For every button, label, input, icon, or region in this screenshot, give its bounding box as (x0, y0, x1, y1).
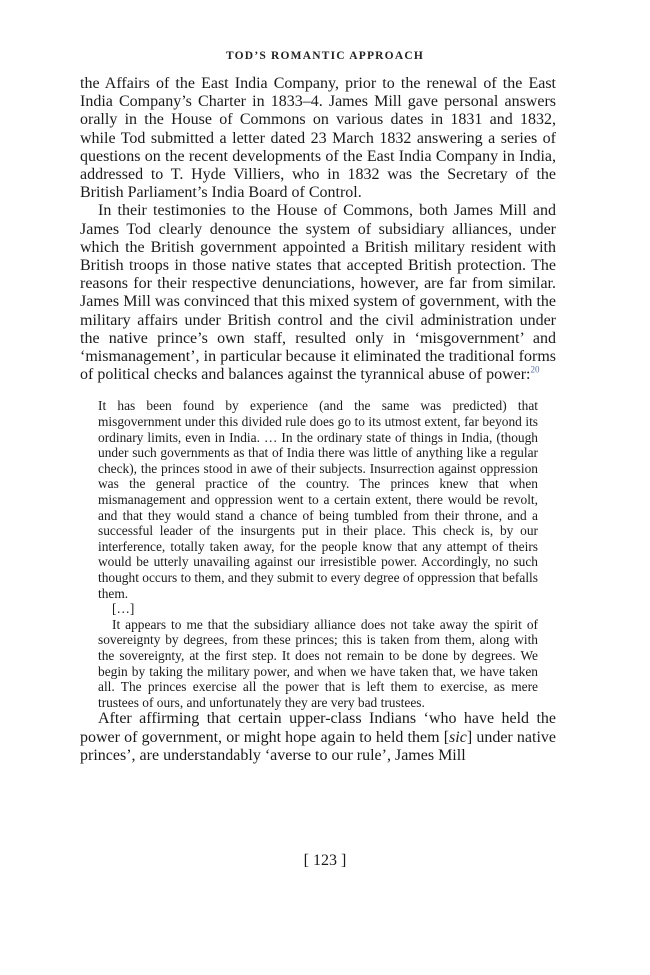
paragraph-3-before: After affirming that certain upper-class Indians ‘who have held the power of government, or might hope again to held them [ (80, 710, 556, 746)
body-text (80, 75, 556, 765)
quote-ellipsis: […] (112, 601, 135, 617)
paragraph-2 (80, 202, 556, 384)
quote-part-1: It has been found by experience (and the same was predicted) that misgovernment under this divided rule does go to its utmost extent, far beyond its ordinary limits, even in India. … In the ordinary state of things in India, (though under such governments as that of India there was little of anything like a regular check), the princes stood in awe of their subjects. Insurrection against oppression was the general practice of the country. The princes knew that when mismanagement and oppression went to a certain extent, there would be revolt, and that they would stand a chance of being tumbled from their throne, and a successful leader of the insurgents put in their place. This check is, by our interference, totally taken away, for the people know that any attempt of theirs would be utterly unavailing against our irresistible power. Accordingly, no such thought occurs to them, and they submit to every degree of oppression that befalls them. (98, 398, 538, 601)
sic-italic: sic (449, 728, 467, 746)
footnote-reference[interactable]: 20 (530, 364, 540, 375)
page-number: [ 123 ] (303, 852, 347, 869)
paragraph-3 (80, 710, 556, 765)
quote-part-2: It appears to me that the subsidiary alliance does not take away the spirit of sovereignty by degrees, from these princes; this is taken from them, along with the sovereignty, at the first step. It does not remain to be done by degrees. We begin by taking the military power, and when we have taken that, we have taken all. The princes exercise all the power that is left them to exercise, as mere trustees of ours, and unfortunately they are very bad trustees. (98, 616, 538, 710)
running-head: TOD’S ROMANTIC APPROACH (226, 50, 424, 62)
paragraph-3-after: ] under native princes’, are understandably ‘averse to our rule’, James Mill (80, 728, 556, 764)
paragraph-2-text: In their testimonies to the House of Commons, both James Mill and James Tod clearly denounce the system of subsidiary alliances, under which the British government appointed a British military resident with British troops in those native states that accepted British protection. The reasons for their respective denunciations, however, are far from similar. James Mill was convinced that this mixed system of government, with the military affairs under British control and the civil administration under the native prince’s own staff, resulted only in ‘misgovernment’ and ‘mismanagement’, in particular because it eliminated the traditional forms of political checks and balances against the tyrannical abuse of power: (80, 202, 556, 384)
block-quote (98, 398, 538, 710)
paragraph-1: the Affairs of the East India Company, prior to the renewal of the East India Company’s Charter in 1833–4. James Mill gave personal answers orally in the House of Commons on various dates in 1831 and 1832, while Tod submitted a letter dated 23 March 1832 answering a series of questions on the recent developments of the East India Company in India, addressed to T. Hyde Villiers, who in 1832 was the Secretary of the British Parliament’s India Board of Control. (80, 75, 556, 202)
